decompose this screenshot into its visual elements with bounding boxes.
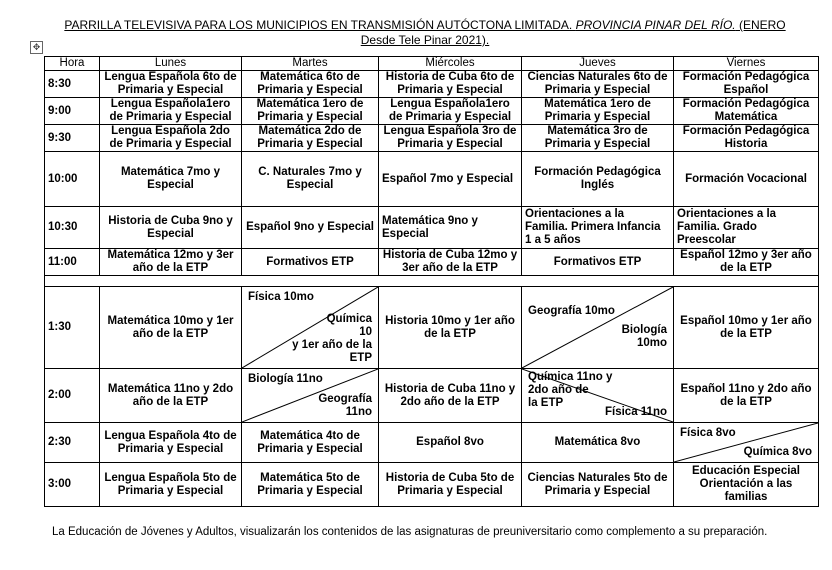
cell-martes: C. Naturales 7mo y Especial bbox=[242, 152, 379, 207]
split-cell-viernes bbox=[674, 423, 819, 463]
cell-jueves: Formativos ETP bbox=[522, 249, 674, 276]
split-top-label: Química 11no y 2do año de la ETP bbox=[528, 371, 613, 409]
cell-jueves: Matemática 3ro de Primaria y Especial bbox=[522, 125, 674, 152]
cell-lunes: Lengua Española 5to de Primaria y Especial bbox=[100, 463, 242, 507]
cell-viernes: Educación Especial Orientación a las familias bbox=[674, 463, 819, 507]
cell-viernes: Español 11no y 2do año de la ETP bbox=[674, 369, 819, 423]
header-lunes: Lunes bbox=[100, 57, 242, 71]
cell-viernes: Español 10mo y 1er año de la ETP bbox=[674, 287, 819, 369]
hour-cell: 2:00 bbox=[45, 369, 100, 423]
split-bottom-label: Química 8vo bbox=[743, 446, 812, 458]
split-cell-martes bbox=[242, 287, 379, 369]
table-row bbox=[45, 98, 819, 125]
table-move-handle-icon[interactable]: ✥ bbox=[30, 41, 43, 54]
cell-jueves: Ciencias Naturales 5to de Primaria y Especial bbox=[522, 463, 674, 507]
split-bottom-label: Biología 10mo bbox=[621, 324, 667, 349]
spacer-row bbox=[45, 276, 819, 287]
hour-cell: 11:00 bbox=[45, 249, 100, 276]
hour-cell: 10:30 bbox=[45, 207, 100, 249]
table-row bbox=[45, 463, 819, 507]
header-viernes: Viernes bbox=[674, 57, 819, 71]
cell-miercoles: Español 8vo bbox=[379, 423, 522, 463]
cell-lunes: Lengua Española1ero de Primaria y Especial bbox=[100, 98, 242, 125]
cell-martes: Matemática 4to de Primaria y Especial bbox=[242, 423, 379, 463]
table-row bbox=[45, 152, 819, 207]
title-line2: Desde Tele Pinar 2021). bbox=[360, 33, 490, 47]
header-miercoles: Miércoles bbox=[379, 57, 522, 71]
split-bottom-label: Física 11no bbox=[604, 406, 667, 418]
cell-miercoles: Historia 10mo y 1er año de la ETP bbox=[379, 287, 522, 369]
cell-jueves: Orientaciones a la Familia. Primera Infancia 1 a 5 años bbox=[522, 207, 674, 249]
hour-cell: 3:00 bbox=[45, 463, 100, 507]
hour-cell: 9:00 bbox=[45, 98, 100, 125]
table-row bbox=[45, 287, 819, 369]
schedule-table bbox=[44, 56, 819, 507]
cell-viernes: Formación Pedagógica Español bbox=[674, 71, 819, 98]
cell-miercoles: Lengua Española1ero de Primaria y Especial bbox=[379, 98, 522, 125]
cell-lunes: Matemática 7mo y Especial bbox=[100, 152, 242, 207]
split-top-label: Geografía 10mo bbox=[528, 305, 615, 317]
cell-lunes: Lengua Española 4to de Primaria y Especial bbox=[100, 423, 242, 463]
hour-cell: 2:30 bbox=[45, 423, 100, 463]
hour-cell: 1:30 bbox=[45, 287, 100, 369]
cell-martes: Matemática 1ero de Primaria y Especial bbox=[242, 98, 379, 125]
cell-miercoles: Español 7mo y Especial bbox=[379, 152, 522, 207]
cell-martes: Formativos ETP bbox=[242, 249, 379, 276]
header-jueves: Jueves bbox=[522, 57, 674, 71]
split-cell-jueves bbox=[522, 369, 674, 423]
cell-miercoles: Historia de Cuba 6to de Primaria y Especial bbox=[379, 71, 522, 98]
hour-cell: 9:30 bbox=[45, 125, 100, 152]
cell-lunes: Matemática 12mo y 3er año de la ETP bbox=[100, 249, 242, 276]
cell-miercoles: Historia de Cuba 5to de Primaria y Especial bbox=[379, 463, 522, 507]
cell-viernes: Formación Vocacional bbox=[674, 152, 819, 207]
footer-note: La Educación de Jóvenes y Adultos, visualizarán los contenidos de las asignaturas de preuniversitario como complemento a su preparación. bbox=[52, 526, 768, 538]
table-row bbox=[45, 423, 819, 463]
title-line1: PARRILLA TELEVISIVA PARA LOS MUNICIPIOS EN TRANSMISIÓN AUTÓCTONA LIMITADA. PROVINCIA PINAR DEL RÍO. (ENERO bbox=[64, 18, 786, 32]
split-top-label: Física 8vo bbox=[680, 427, 736, 439]
cell-miercoles: Matemática 9no y Especial bbox=[379, 207, 522, 249]
document-title bbox=[55, 18, 795, 48]
table-row bbox=[45, 249, 819, 276]
header-hora: Hora bbox=[45, 57, 100, 71]
hour-cell: 8:30 bbox=[45, 71, 100, 98]
header-martes: Martes bbox=[242, 57, 379, 71]
cell-lunes: Historia de Cuba 9no y Especial bbox=[100, 207, 242, 249]
cell-lunes: Lengua Española 6to de Primaria y Especial bbox=[100, 71, 242, 98]
table-row bbox=[45, 369, 819, 423]
cell-miercoles: Historia de Cuba 11no y 2do año de la ETP bbox=[379, 369, 522, 423]
cell-jueves: Ciencias Naturales 6to de Primaria y Especial bbox=[522, 71, 674, 98]
spacer-cell bbox=[45, 276, 819, 287]
header-row bbox=[45, 57, 819, 71]
table-row bbox=[45, 207, 819, 249]
split-top-label: Física 10mo bbox=[248, 291, 314, 303]
cell-lunes: Matemática 11no y 2do año de la ETP bbox=[100, 369, 242, 423]
split-bottom-label: Química 10 y 1er año de la ETP bbox=[292, 313, 372, 364]
cell-viernes: Español 12mo y 3er año de la ETP bbox=[674, 249, 819, 276]
cell-viernes: Formación Pedagógica Historia bbox=[674, 125, 819, 152]
cell-miercoles: Lengua Española 3ro de Primaria y Especial bbox=[379, 125, 522, 152]
table-row bbox=[45, 125, 819, 152]
split-cell-martes bbox=[242, 369, 379, 423]
cell-viernes: Orientaciones a la Familia. Grado Preescolar bbox=[674, 207, 819, 249]
cell-jueves: Formación Pedagógica Inglés bbox=[522, 152, 674, 207]
cell-jueves: Matemática 8vo bbox=[522, 423, 674, 463]
cell-lunes: Lengua Española 2do de Primaria y Especial bbox=[100, 125, 242, 152]
cell-miercoles: Historia de Cuba 12mo y 3er año de la ETP bbox=[379, 249, 522, 276]
cell-viernes: Formación Pedagógica Matemática bbox=[674, 98, 819, 125]
hour-cell: 10:00 bbox=[45, 152, 100, 207]
cell-lunes: Matemática 10mo y 1er año de la ETP bbox=[100, 287, 242, 369]
cell-martes: Español 9no y Especial bbox=[242, 207, 379, 249]
cell-martes: Matemática 5to de Primaria y Especial bbox=[242, 463, 379, 507]
cell-jueves: Matemática 1ero de Primaria y Especial bbox=[522, 98, 674, 125]
table-row bbox=[45, 71, 819, 98]
split-cell-jueves bbox=[522, 287, 674, 369]
cell-martes: Matemática 6to de Primaria y Especial bbox=[242, 71, 379, 98]
split-top-label: Biología 11no bbox=[248, 373, 323, 385]
cell-martes: Matemática 2do de Primaria y Especial bbox=[242, 125, 379, 152]
split-bottom-label: Geografía 11no bbox=[318, 393, 372, 418]
